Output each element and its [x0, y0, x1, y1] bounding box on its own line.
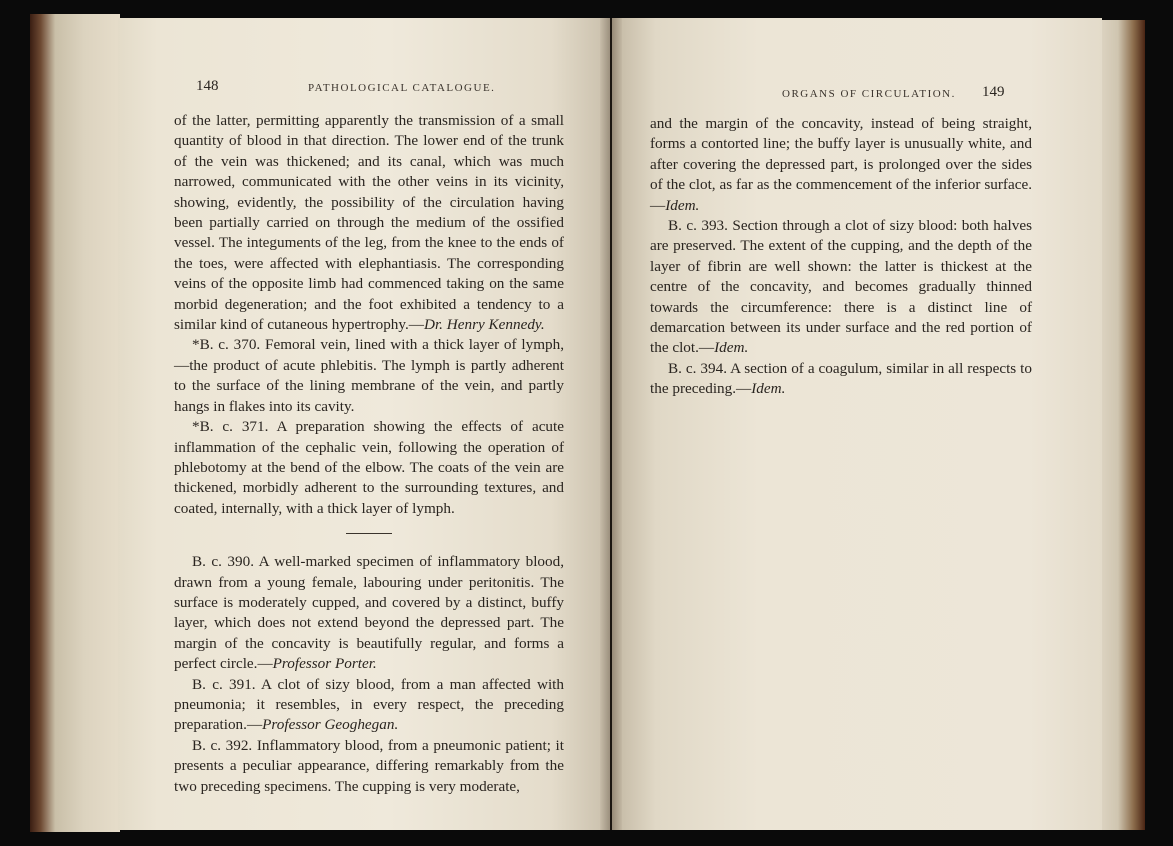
running-head-left: PATHOLOGICAL CATALOGUE.	[308, 82, 496, 94]
paragraph: of the latter, permitting apparently the transmission of a small quantity of blood in that direction. The lower end of the trunk of the vein was thickened; and its canal, which was much narrowed, communicated with the other veins in its vicinity, showing, evidently, the possibility of the circulation having been partially carried on through the medium of the ossified vessel. The integuments of the leg, from the knee to the ends of the toes, were affected with elephantiasis. The corresponding veins of the opposite limb had commenced taking on the same morbid degeneration; and the foot exhibited a tendency to a similar kind of cutaneous hypertrophy.—Dr. Henry Kennedy.	[174, 112, 564, 334]
section-divider	[346, 533, 392, 534]
running-head-right: ORGANS OF CIRCULATION.	[782, 88, 956, 100]
paragraph: *B. c. 370. Femoral vein, lined with a thick layer of lymph, —the product of acute phlebitis. The lymph is partly adherent to the surface of the lining membrane of the vein, and partly hangs in flakes into its cavity.	[174, 336, 564, 415]
right-page-body	[650, 114, 1032, 400]
book-edge-right	[1100, 20, 1145, 830]
paragraph: and the margin of the concavity, instead of being straight, forms a contorted line; the buffy layer is unusually white, and after covering the depressed part, is prolonged over the sides of the clot, as far as the commencement of the inferior surface. —Idem.	[650, 115, 1032, 214]
page-number-right: 149	[982, 84, 1005, 100]
page-number-left: 148	[196, 78, 219, 94]
paragraph: B. c. 390. A well-marked specimen of inflammatory blood, drawn from a young female, labouring under peritonitis. The surface is moderately cupped, and covered by a distinct, buffy layer, which does not extend beyond the depressed part. The margin of the concavity is beautifully regular, and forms a perfect circle.—Professor Porter.	[174, 553, 564, 673]
book-edge-left	[30, 14, 120, 832]
paragraph: *B. c. 371. A preparation showing the effects of acute inflammation of the cephalic vein, following the operation of phlebotomy at the bend of the elbow. The coats of the vein are thickened, morbidly adherent to the surrounding textures, and coated, internally, with a thick layer of lymph.	[174, 418, 564, 517]
left-page-body	[174, 111, 564, 797]
paragraph: B. c. 391. A clot of sizy blood, from a man affected with pneumonia; it resembles, in every respect, the preceding preparation.—Professor Geoghegan.	[174, 675, 564, 734]
paragraph: B. c. 394. A section of a coagulum, similar in all respects to the preceding.—Idem.	[650, 359, 1032, 398]
right-page	[612, 18, 1102, 830]
left-page	[118, 18, 610, 830]
paragraph: B. c. 392. Inflammatory blood, from a pneumonic patient; it presents a peculiar appearance, differing remarkably from the two preceding specimens. The cupping is very moderate,	[174, 736, 564, 795]
paragraph: B. c. 393. Section through a clot of sizy blood: both halves are preserved. The extent of the cupping, and the depth of the layer of fibrin are well shown: the latter is thickest at the centre of the concavity, and becomes gradually thinned towards the circumference: there is a distinct line of demarcation between its under surface and the red portion of the clot.—Idem.	[650, 217, 1032, 357]
book-gutter	[600, 18, 622, 830]
